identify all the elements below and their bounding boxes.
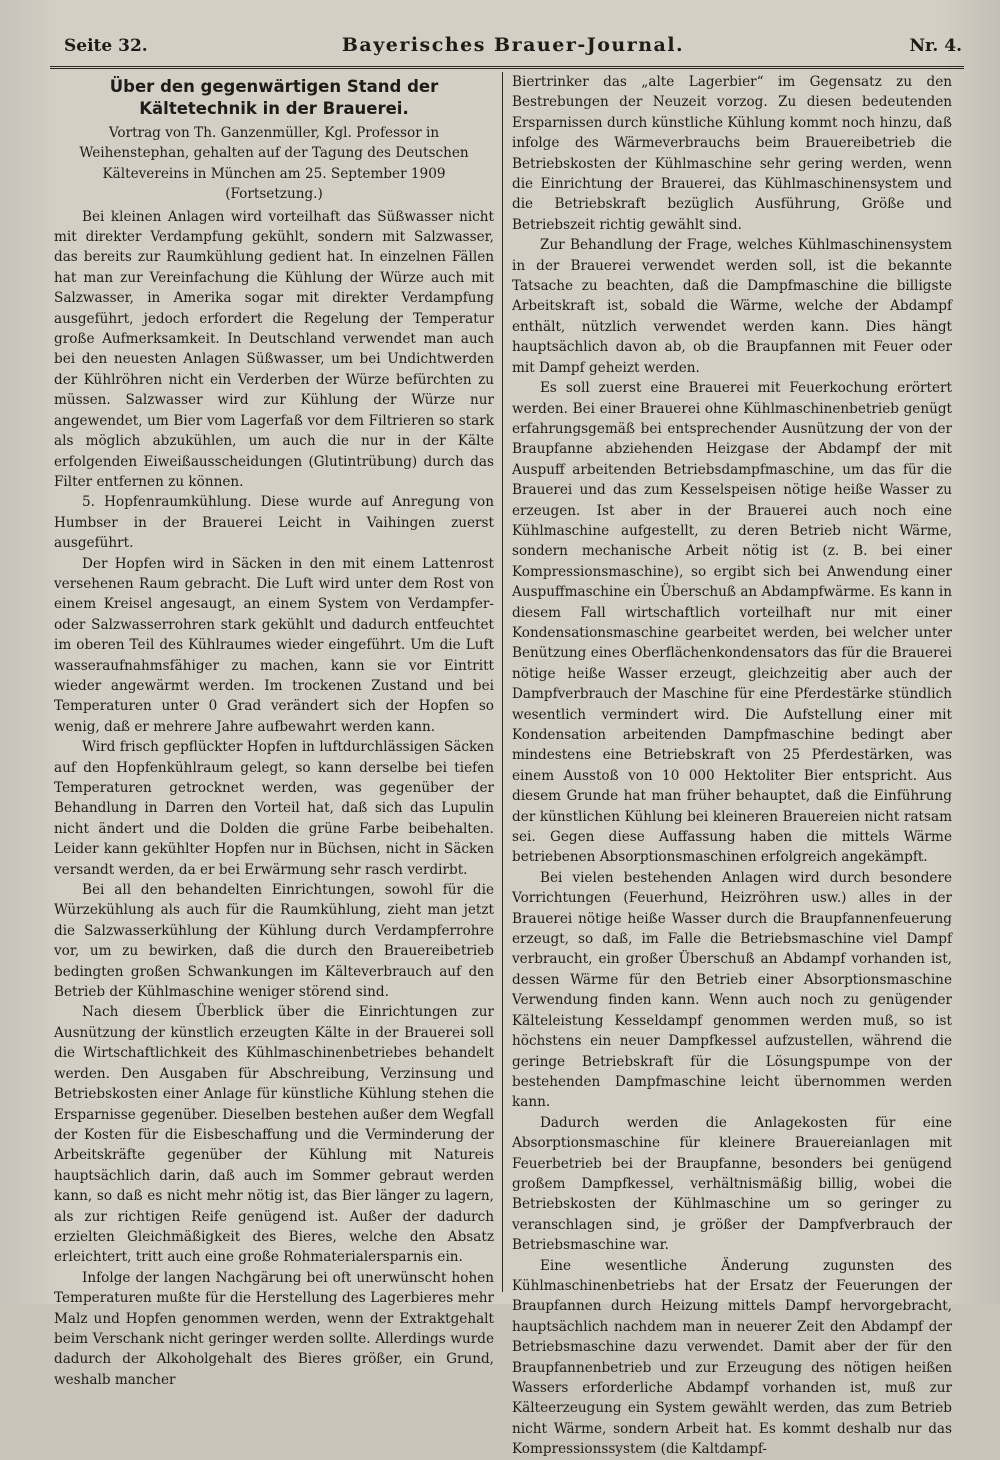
paragraph: Der Hopfen wird in Säcken in den mit einem Lattenrost versehenen Raum gebracht. Die Luft wird unter dem Rost von einem Kreisel angesaugt, an einem System von Verdampfer- oder Salzwasserrohren stark gekühlt und dadurch entfeuchtet im oberen Teil des Kühlraumes wieder eingeführt. Um die Luft wasseraufnahmsfähiger zu machen, kann sie vor Eintritt wieder angewärmt werden. Im trockenen Zustand und bei Temperaturen unter 0 Grad verändert sich der Hopfen so wenig, daß er mehrere Jahre aufbewahrt werden kann. [54, 555, 494, 735]
left-column [54, 72, 494, 1388]
issue-number: Nr. 4. [909, 36, 962, 56]
paragraph: Bei kleinen Anlagen wird vorteilhaft das Süßwasser nicht mit direkter Verdampfung gekühlt, sondern mit Salzwasser, das bereits zur Raumkühlung gedient hat. In einzelnen Fällen hat man zur Vereinfachung die Kühlung der Würze auch mit Salzwasser, in Amerika sogar mit direkter Verdampfung ausgeführt, jedoch erfordert die Regelung der Temperatur große Aufmerksamkeit. In Deutschland verwendet man auch bei den neuesten Anlagen Süßwasser, um bei Undichtwerden der Kühlröhren nicht ein Verderben der Würze befürchten zu müssen. Salzwasser wird zur Kühlung der Würze nur angewendet, um Bier vom Lagerfaß vor dem Filtrieren so stark als möglich abzukühlen, um auch die nur in der Kälte erfolgenden Eiweißausscheidungen (Glutintrübung) durch das Filter entfernen zu können. [54, 208, 494, 490]
paragraph: Bei all den behandelten Einrichtungen, sowohl für die Würzekühlung als auch für die Raumkühlung, zieht man jetzt die Salzwasserkühlung der Kühlung durch Verdampferrohre vor, um zu bewirken, daß die durch den Brauereibetrieb bedingten großen Schwankungen im Kälteverbrauch auf den Betrieb der Kühlmaschine weniger störend sind. [54, 882, 494, 1001]
paragraph: Infolge der langen Nachgärung bei oft unerwünscht hohen Temperaturen mußte für die Herstellung des Lagerbieres mehr Malz und Hopfen genommen werden, wenn der Extraktgehalt beim Verschank nicht geringer werden sollte. Allerdings wurde dadurch der Alkoholgehalt des Bieres größer, ein Grund, weshalb mancher [54, 1269, 494, 1388]
continuation-note: (Fortsetzung.) [225, 186, 323, 203]
header-rule [50, 66, 964, 69]
paragraph: Es soll zuerst eine Brauerei mit Feuerkochung erörtert werden. Bei einer Brauerei ohne Kühlmaschinenbetrieb genügt erfahrungsgemäß bei entsprechender Ausnützung der von der Braupfanne abziehenden Heizgase der Abdampf der mit Auspuff arbeitenden Betriebsdampfmaschine, um das für die Brauerei und das zum Kesselspeisen nötige heiße Wasser zu erzeugen. Ist aber in der Brauerei auch noch eine Kühlmaschine aufgestellt, zu deren Betrieb nicht Wärme, sondern mechanische Arbeit nötig ist (z. B. bei einer Kompressionsmaschine), so ergibt sich bei Anwendung einer Auspuffmaschine ein Überschuß an Abdampfwärme. Es kann in diesem Fall wirtschaftlich vorteilhaft nur mit einer Kondensationsmaschine gearbeitet werden, bei welcher unter Benützung eines Oberflächenkondensators das für die Brauerei nötige heiße Wasser erzeugt, gleichzeitig aber auch der Dampfverbrauch der Maschine für eine Pferdestärke stündlich wesentlich vermindert wird. Die Aufstellung einer mit Kondensation arbeitenden Dampfmaschine bedingt aber mindestens eine Betriebskraft von 25 Pferdestärken, was einem Ausstoß von 10 000 Hektoliter Bier entspricht. Aus diesem Grunde hat man früher behauptet, daß die Einführung der künstlichen Kühlung bei kleineren Brauereien nicht ratsam sei. Gegen diese Auffassung haben die mittels Wärme betriebenen Absorptionsmaschinen erfolgreich angekämpft. [512, 380, 952, 866]
page-number: Seite 32. [64, 36, 148, 56]
paragraph: Dadurch werden die Anlagekosten für eine Absorptionsmaschine für kleinere Brauereianlagen mit Feuerbetrieb bei der Braupfanne, besonders bei genügend großem Dampfkessel, verhältnismäßig billig, wobei die Betriebskosten der Kühlmaschine um so geringer zu veranschlagen sind, je größer der Dampfverbrauch der Betriebsmaschine war. [512, 1114, 952, 1254]
right-column [512, 72, 952, 1458]
paragraph: Biertrinker das „alte Lagerbier“ im Gegensatz zu den Bestrebungen der Neuzeit vorzog. Zu diesen bedeutenden Ersparnissen durch künstliche Kühlung kommt noch hinzu, daß infolge des Wärmeverbrauchs beim Brauereibetrieb die Betriebskosten der Kühlmaschine sehr gering werden, wenn die Einrichtung der Brauerei, das Kühlmaschinensystem und die Betriebskraft bezüglich Ausführung, Größe und Betriebszeit richtig gewählt sind. [512, 74, 952, 233]
journal-title: Bayerisches Brauer-Journal. [341, 34, 685, 56]
paragraph: Zur Behandlung der Frage, welches Kühlmaschinensystem in der Brauerei verwendet werden soll, ist die bekannte Tatsache zu beachten, daß die Dampfmaschine die billigste Arbeitskraft ist, sobald die Wärme, welche der Abdampf enthält, nützlich verwendet werden kann. Dies hängt hauptsächlich davon ab, ob die Braupfannen mit Feuer oder mit Dampf geheizt werden. [512, 237, 952, 376]
running-head [64, 32, 962, 64]
paragraph: 5. Hopfenraumkühlung. Diese wurde auf Anregung von Humbser in der Brauerei Leicht in Vaihingen zuerst ausgeführt. [54, 494, 494, 552]
paragraph: Nach diesem Überblick über die Einrichtungen zur Ausnützung der künstlich erzeugten Kälte in der Brauerei soll die Wirtschaftlichkeit des Kühlmaschinenbetriebes behandelt werden. Den Ausgaben für Abschreibung, Verzinsung und Betriebskosten einer Anlage für künstliche Kühlung stehen die Ersparnisse gegenüber. Dieselben bestehen außer dem Wegfall der Kosten für die Eisbeschaffung und die Verminderung der Arbeitskräfte gegenüber der Kühlung mit Natureis hauptsächlich darin, daß auch im Sommer gebraut werden kann, so daß es nicht mehr nötig ist, das Bier länger zu lagern, als zur richtigen Reife genügend ist. Außer der dadurch erzielten Gleichmäßigkeit des Bieres, welche den Absatz erleichtert, tritt auch eine große Rohmaterialersparnis ein. [54, 1004, 494, 1266]
paragraph: Wird frisch gepflückter Hopfen in luftdurchlässigen Säcken auf den Hopfenkühlraum gelegt, so kann derselbe bei tiefen Temperaturen getrocknet werden, was gegenüber der Behandlung in Darren den Vorteil hat, daß sich das Lupulin nicht ändert und die Dolden die grüne Farbe beibehalten. Leider kann gekühlter Hopfen nur in Büchsen, nicht in Säcken versandt werden, da er bei Erwärmung sehr rasch verdirbt. [54, 739, 494, 878]
article-byline: Vortrag von Th. Ganzenmüller, Kgl. Professor in Weihenstephan, gehalten auf der Tagung des Deutschen Kältevereins in München am 25. September 1909 [79, 125, 469, 182]
paragraph: Bei vielen bestehenden Anlagen wird durch besondere Vorrichtungen (Feuerhund, Heizröhren usw.) alles in der Brauerei nötige heiße Wasser durch die Braupfannenfeuerung erzeugt, so daß, im Falle die Betriebsmaschine viel Dampf verbraucht, ein großer Überschuß an Abdampf vorhanden ist, dessen Wärme für den Betrieb einer Absorptionsmaschine Verwendung finden kann. Wenn auch noch zu genügender Kälteleistung Kesseldampf genommen werden muß, so ist höchstens ein neuer Dampfkessel aufzustellen, während die geringe Betriebskraft für die Lösungspumpe von der bestehenden Dampfmaschine leicht übernommen werden kann. [512, 869, 952, 1111]
paragraph: Eine wesentliche Änderung zugunsten des Kühlmaschinenbetriebs hat der Ersatz der Feuerungen der Braupfannen durch Heizung mittels Dampf hervorgebracht, hauptsächlich nachdem man in neuerer Zeit den Abdampf der Betriebsmaschine dazu verwendet. Damit aber der für den Braupfannenbetrieb und zur Erzeugung des nötigen heißen Wassers erforderliche Abdampf vorhanden ist, muß zur Kälteerzeugung ein System gewählt werden, das zum Betrieb nicht Wärme, sondern Arbeit hat. Es kommt deshalb nur das Kompressionssystem (die Kaltdampf- [512, 1257, 952, 1458]
article-title: Über den gegenwärtigen Stand der Kältetechnik in der Brauerei. [109, 77, 439, 118]
column-divider [502, 72, 503, 1292]
